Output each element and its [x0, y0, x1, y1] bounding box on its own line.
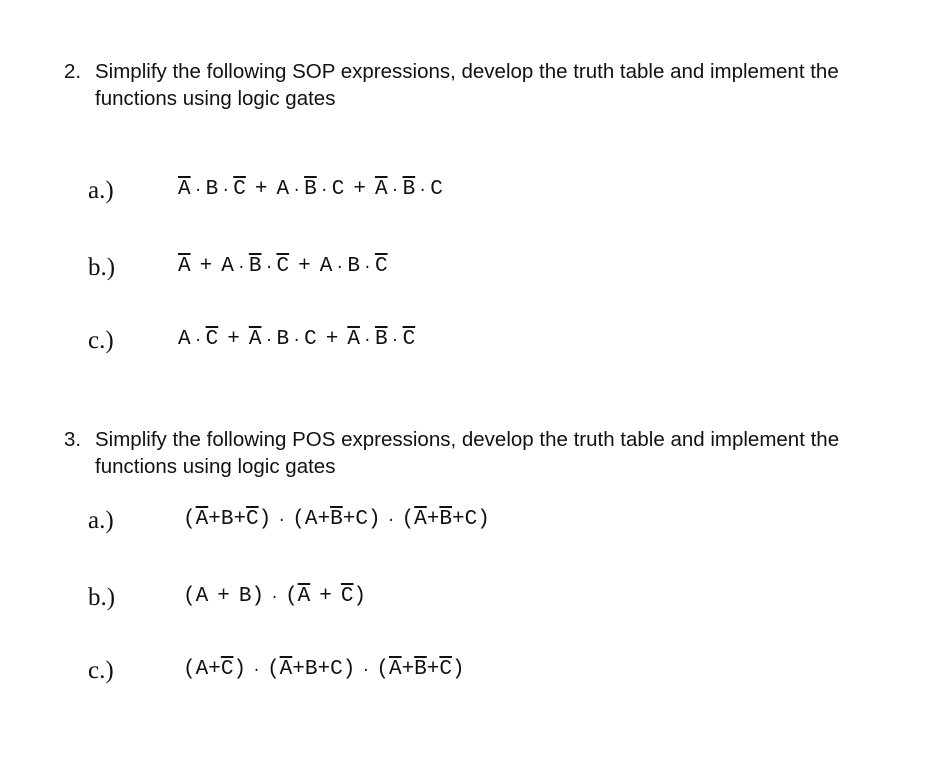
- variable: A: [195, 658, 209, 681]
- variable: $\overline{A}$: [414, 508, 427, 531]
- and-operator: ·: [252, 662, 262, 679]
- variable: A: [304, 508, 318, 531]
- open-paren: (: [292, 508, 305, 531]
- variable: $\overline{B}$: [439, 508, 452, 531]
- variable: $\overline{B}$: [330, 508, 343, 531]
- variable: C: [331, 178, 345, 201]
- and-operator: ·: [270, 589, 280, 606]
- item-label-2a: a.): [88, 177, 114, 204]
- or-operator: +: [199, 255, 213, 278]
- open-paren: (: [376, 658, 389, 681]
- or-operator: +: [254, 178, 268, 201]
- close-paren: ): [258, 508, 272, 531]
- variable: $\overline{A}$: [248, 328, 262, 351]
- variable: $\overline{C}$: [340, 585, 354, 608]
- or-operator: +: [353, 178, 366, 201]
- item-label-2b: b.): [88, 254, 116, 281]
- close-paren: ): [353, 585, 367, 608]
- open-paren: (: [401, 508, 415, 531]
- expression-3b: [183, 583, 366, 612]
- variable: C: [304, 328, 317, 351]
- variable: B: [205, 178, 219, 201]
- open-paren: (: [183, 585, 196, 608]
- or-operator: +: [325, 328, 339, 351]
- variable: C: [330, 658, 343, 681]
- or-operator: +: [426, 508, 440, 531]
- or-operator: +: [452, 508, 465, 531]
- or-operator: +: [208, 508, 221, 531]
- variable: B: [276, 328, 290, 351]
- and-operator: ·: [221, 182, 231, 199]
- variable: A: [195, 585, 209, 608]
- variable: $\overline{A}$: [195, 508, 209, 531]
- open-paren: (: [183, 508, 196, 531]
- variable: $\overline{C}$: [439, 658, 452, 681]
- item-label-2c: c.): [88, 327, 114, 354]
- and-operator: ·: [236, 259, 246, 276]
- variable: $\overline{A}$: [297, 585, 311, 608]
- variable: C: [355, 508, 368, 531]
- variable: $\overline{B}$: [374, 328, 388, 351]
- and-operator: ·: [361, 662, 371, 679]
- variable: $\overline{C}$: [246, 508, 259, 531]
- and-operator: ·: [264, 332, 274, 349]
- variable: A: [221, 255, 234, 278]
- variable: C: [464, 508, 478, 531]
- variable: A: [178, 328, 191, 351]
- and-operator: ·: [264, 259, 274, 276]
- variable: B: [238, 585, 252, 608]
- and-operator: ·: [319, 182, 329, 199]
- expression-2b: [178, 253, 388, 282]
- and-operator: ·: [292, 182, 302, 199]
- question-number: 3.: [64, 428, 82, 451]
- close-paren: ): [477, 508, 490, 531]
- and-operator: ·: [386, 512, 396, 529]
- and-operator: ·: [390, 182, 400, 199]
- close-paren: ): [452, 658, 465, 681]
- variable: B: [347, 255, 360, 278]
- expression-3a: [183, 506, 490, 535]
- and-operator: ·: [277, 512, 287, 529]
- and-operator: ·: [335, 259, 345, 276]
- close-paren: ): [342, 658, 356, 681]
- or-operator: +: [317, 658, 331, 681]
- variable: B: [304, 658, 318, 681]
- or-operator: +: [426, 658, 440, 681]
- variable: $\overline{C}$: [276, 255, 290, 278]
- or-operator: +: [233, 508, 247, 531]
- open-paren: (: [183, 658, 196, 681]
- and-operator: ·: [292, 332, 302, 349]
- variable: $\overline{A}$: [374, 178, 388, 201]
- expression-3c: [183, 656, 465, 685]
- variable: $\overline{A}$: [347, 328, 360, 351]
- question-text-line1: Simplify the following SOP expressions, develop the truth table and implement the: [95, 60, 839, 83]
- or-operator: +: [342, 508, 356, 531]
- variable: A: [276, 178, 290, 201]
- variable: $\overline{A}$: [388, 658, 402, 681]
- question-3: [64, 426, 924, 480]
- variable: $\overline{B}$: [248, 255, 262, 278]
- question-2: [64, 58, 924, 112]
- item-label-3b: b.): [88, 584, 116, 611]
- or-operator: +: [319, 585, 332, 608]
- and-operator: ·: [193, 182, 203, 199]
- question-text-line1: Simplify the following POS expressions, develop the truth table and implement the: [95, 428, 840, 451]
- expression-2c: [178, 326, 415, 355]
- open-paren: (: [267, 658, 280, 681]
- variable: $\overline{A}$: [178, 255, 191, 278]
- or-operator: +: [298, 255, 311, 278]
- or-operator: +: [292, 658, 305, 681]
- variable: $\overline{C}$: [402, 328, 416, 351]
- and-operator: ·: [418, 182, 428, 199]
- and-operator: ·: [390, 332, 400, 349]
- variable: $\overline{B}$: [414, 658, 427, 681]
- or-operator: +: [217, 585, 230, 608]
- variable: $\overline{C}$: [374, 255, 388, 278]
- variable: $\overline{B}$: [304, 178, 317, 201]
- close-paren: ): [233, 658, 247, 681]
- close-paren: ): [367, 508, 381, 531]
- variable: C: [430, 178, 443, 201]
- close-paren: ): [251, 585, 265, 608]
- question-text-line2: functions using logic gates: [95, 455, 336, 478]
- question-text-line2: functions using logic gates: [95, 87, 336, 110]
- variable: $\overline{C}$: [233, 178, 246, 201]
- variable: $\overline{C}$: [205, 328, 219, 351]
- or-operator: +: [208, 658, 221, 681]
- variable: $\overline{C}$: [220, 658, 234, 681]
- or-operator: +: [227, 328, 240, 351]
- expression-2a: [178, 176, 443, 205]
- and-operator: ·: [362, 259, 372, 276]
- question-number: 2.: [64, 60, 82, 83]
- item-label-3a: a.): [88, 507, 114, 534]
- variable: $\overline{A}$: [279, 658, 293, 681]
- variable: B: [220, 508, 234, 531]
- item-label-3c: c.): [88, 657, 114, 684]
- and-operator: ·: [362, 332, 372, 349]
- variable: A: [319, 255, 333, 278]
- and-operator: ·: [193, 332, 203, 349]
- open-paren: (: [285, 585, 298, 608]
- or-operator: +: [317, 508, 331, 531]
- variable: $\overline{A}$: [178, 178, 191, 201]
- variable: $\overline{B}$: [402, 178, 416, 201]
- or-operator: +: [401, 658, 415, 681]
